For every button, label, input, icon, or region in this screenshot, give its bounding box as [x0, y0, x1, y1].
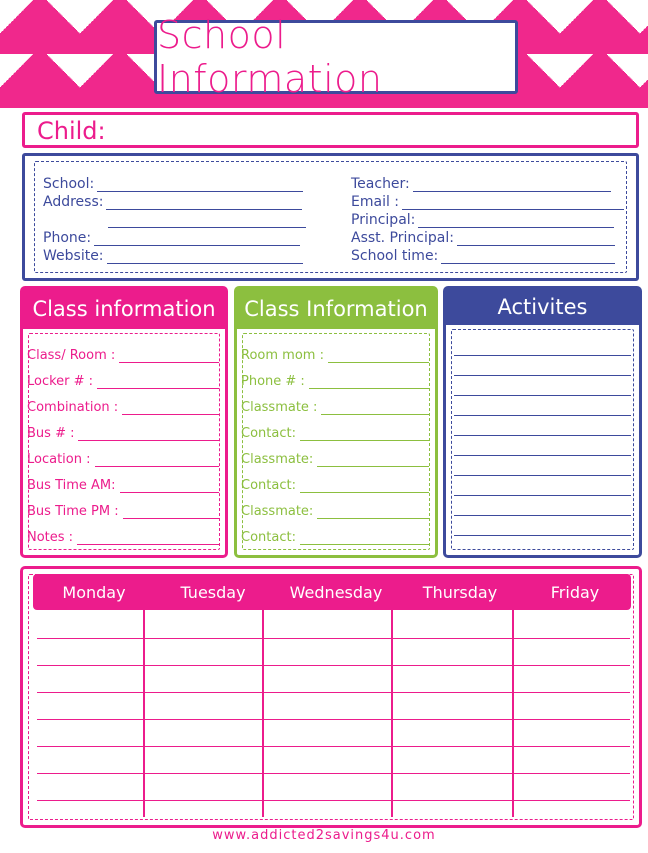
school-line: [97, 178, 303, 192]
schedule-row-line: [37, 692, 630, 693]
room-mom-line: [328, 351, 429, 363]
bus-number-field[interactable]: [27, 423, 219, 441]
phone-number-field[interactable]: [241, 371, 429, 389]
bus-time-pm-line: [123, 507, 219, 519]
classmate-1-line: [321, 403, 429, 415]
principal-label: Principal:: [351, 212, 416, 228]
teacher-label: Teacher:: [351, 176, 410, 192]
classmate-2-field[interactable]: [241, 449, 429, 467]
bus-time-pm-field[interactable]: [27, 501, 219, 519]
day-tuesday: Tuesday: [180, 582, 246, 602]
child-label: Child:: [37, 117, 106, 145]
classmate-2-label: Classmate:: [241, 452, 314, 467]
asst-principal-label: Asst. Principal:: [351, 230, 454, 246]
email-label: Email :: [351, 194, 400, 210]
principal-field[interactable]: [351, 210, 614, 228]
activity-line[interactable]: [454, 475, 631, 476]
email-line: [402, 196, 624, 210]
contact-2-line: [300, 481, 429, 493]
day-monday: Monday: [62, 582, 126, 602]
principal-line: [418, 214, 614, 228]
address-line: [106, 196, 302, 210]
location-line: [95, 455, 220, 467]
location-field[interactable]: [27, 449, 219, 467]
activity-line[interactable]: [454, 395, 631, 396]
school-details-box: [22, 153, 639, 281]
schedule-row-line: [37, 638, 630, 639]
asst-principal-field[interactable]: [351, 228, 615, 246]
teacher-line: [413, 178, 611, 192]
title-box: [154, 13, 518, 101]
schedule-column-divider: [262, 610, 264, 817]
school-time-label: School time:: [351, 248, 439, 264]
class-room-label: Class/ Room :: [27, 348, 116, 363]
classmate-2-line: [317, 455, 429, 467]
schedule-day-header: [33, 574, 631, 610]
day-thursday: Thursday: [422, 582, 498, 602]
schedule-row-line: [37, 719, 630, 720]
email-field[interactable]: [351, 192, 624, 210]
child-field[interactable]: [22, 112, 639, 148]
activity-line[interactable]: [454, 415, 631, 416]
contact-3-line: [300, 533, 429, 545]
bus-number-line: [78, 429, 219, 441]
phone-field[interactable]: [43, 228, 300, 246]
class-information-card: [20, 286, 228, 558]
locker-line: [97, 377, 219, 389]
contact-2-label: Contact:: [241, 478, 296, 493]
contact-1-field[interactable]: [241, 423, 429, 441]
schedule-grid[interactable]: [37, 610, 630, 817]
phone-label: Phone:: [43, 230, 92, 246]
schedule-row-line: [37, 746, 630, 747]
schedule-row-line: [37, 773, 630, 774]
notes-field[interactable]: [27, 527, 219, 545]
address-line2: [108, 214, 306, 228]
class-room-field[interactable]: [27, 345, 219, 363]
class-information-header: Class information: [23, 289, 225, 329]
schedule-column-divider: [143, 610, 145, 817]
school-time-line: [441, 250, 615, 264]
bus-number-label: Bus # :: [27, 426, 75, 441]
contact-1-line: [300, 429, 429, 441]
classmate-1-label: Classmate :: [241, 400, 318, 415]
locker-field[interactable]: [27, 371, 219, 389]
footer-url[interactable]: www.addicted2savings4u.com: [212, 828, 436, 843]
locker-label: Locker # :: [27, 374, 94, 389]
activities-header: Activites: [446, 289, 639, 325]
contact-1-label: Contact:: [241, 426, 296, 441]
weekly-schedule: [20, 566, 642, 828]
classmate-1-field[interactable]: [241, 397, 429, 415]
phone-line: [94, 232, 300, 246]
activities-dashed-border: [451, 329, 634, 550]
combination-field[interactable]: [27, 397, 219, 415]
address-label: Address:: [43, 194, 104, 210]
asst-principal-line: [457, 232, 615, 246]
activities-card: [443, 286, 642, 558]
combination-line: [122, 403, 219, 415]
teacher-field[interactable]: [351, 174, 611, 192]
bus-time-am-line: [120, 481, 220, 493]
room-mom-field[interactable]: [241, 345, 429, 363]
address-line2-field[interactable]: [105, 210, 306, 228]
class-information-contacts-header: Class Information: [237, 289, 435, 329]
website-field[interactable]: [43, 246, 303, 264]
notes-label: Notes :: [27, 530, 74, 545]
page-title: School Information: [157, 13, 383, 101]
phone-number-label: Phone # :: [241, 374, 305, 389]
activity-line[interactable]: [454, 515, 631, 516]
school-field[interactable]: [43, 174, 303, 192]
notes-line: [77, 533, 219, 545]
activity-line[interactable]: [454, 435, 631, 436]
contact-3-label: Contact:: [241, 530, 296, 545]
activity-line[interactable]: [454, 455, 631, 456]
activity-line[interactable]: [454, 375, 631, 376]
class-room-line: [119, 351, 219, 363]
activity-line[interactable]: [454, 535, 631, 536]
phone-number-line: [309, 377, 429, 389]
school-label: School:: [43, 176, 95, 192]
bus-time-am-label: Bus Time AM:: [27, 478, 116, 493]
bus-time-am-field[interactable]: [27, 475, 219, 493]
schedule-column-divider: [391, 610, 393, 817]
classmate-3-field[interactable]: [241, 501, 429, 519]
address-field[interactable]: [43, 192, 302, 210]
room-mom-label: Room mom :: [241, 348, 324, 363]
website-label: Website:: [43, 248, 104, 264]
contact-3-field[interactable]: [241, 527, 429, 545]
school-time-field[interactable]: [351, 246, 615, 264]
bus-time-pm-label: Bus Time PM :: [27, 504, 119, 519]
activity-line[interactable]: [454, 355, 631, 356]
day-friday: Friday: [550, 582, 600, 602]
combination-label: Combination :: [27, 400, 119, 415]
location-label: Location :: [27, 452, 91, 467]
schedule-row-line: [37, 800, 630, 801]
activity-line[interactable]: [454, 495, 631, 496]
classmate-3-line: [317, 507, 429, 519]
schedule-row-line: [37, 665, 630, 666]
class-information-contacts-card: [234, 286, 438, 558]
contact-2-field[interactable]: [241, 475, 429, 493]
day-wednesday: Wednesday: [289, 582, 383, 602]
website-line: [107, 250, 303, 264]
classmate-3-label: Classmate:: [241, 504, 314, 519]
schedule-column-divider: [512, 610, 514, 817]
